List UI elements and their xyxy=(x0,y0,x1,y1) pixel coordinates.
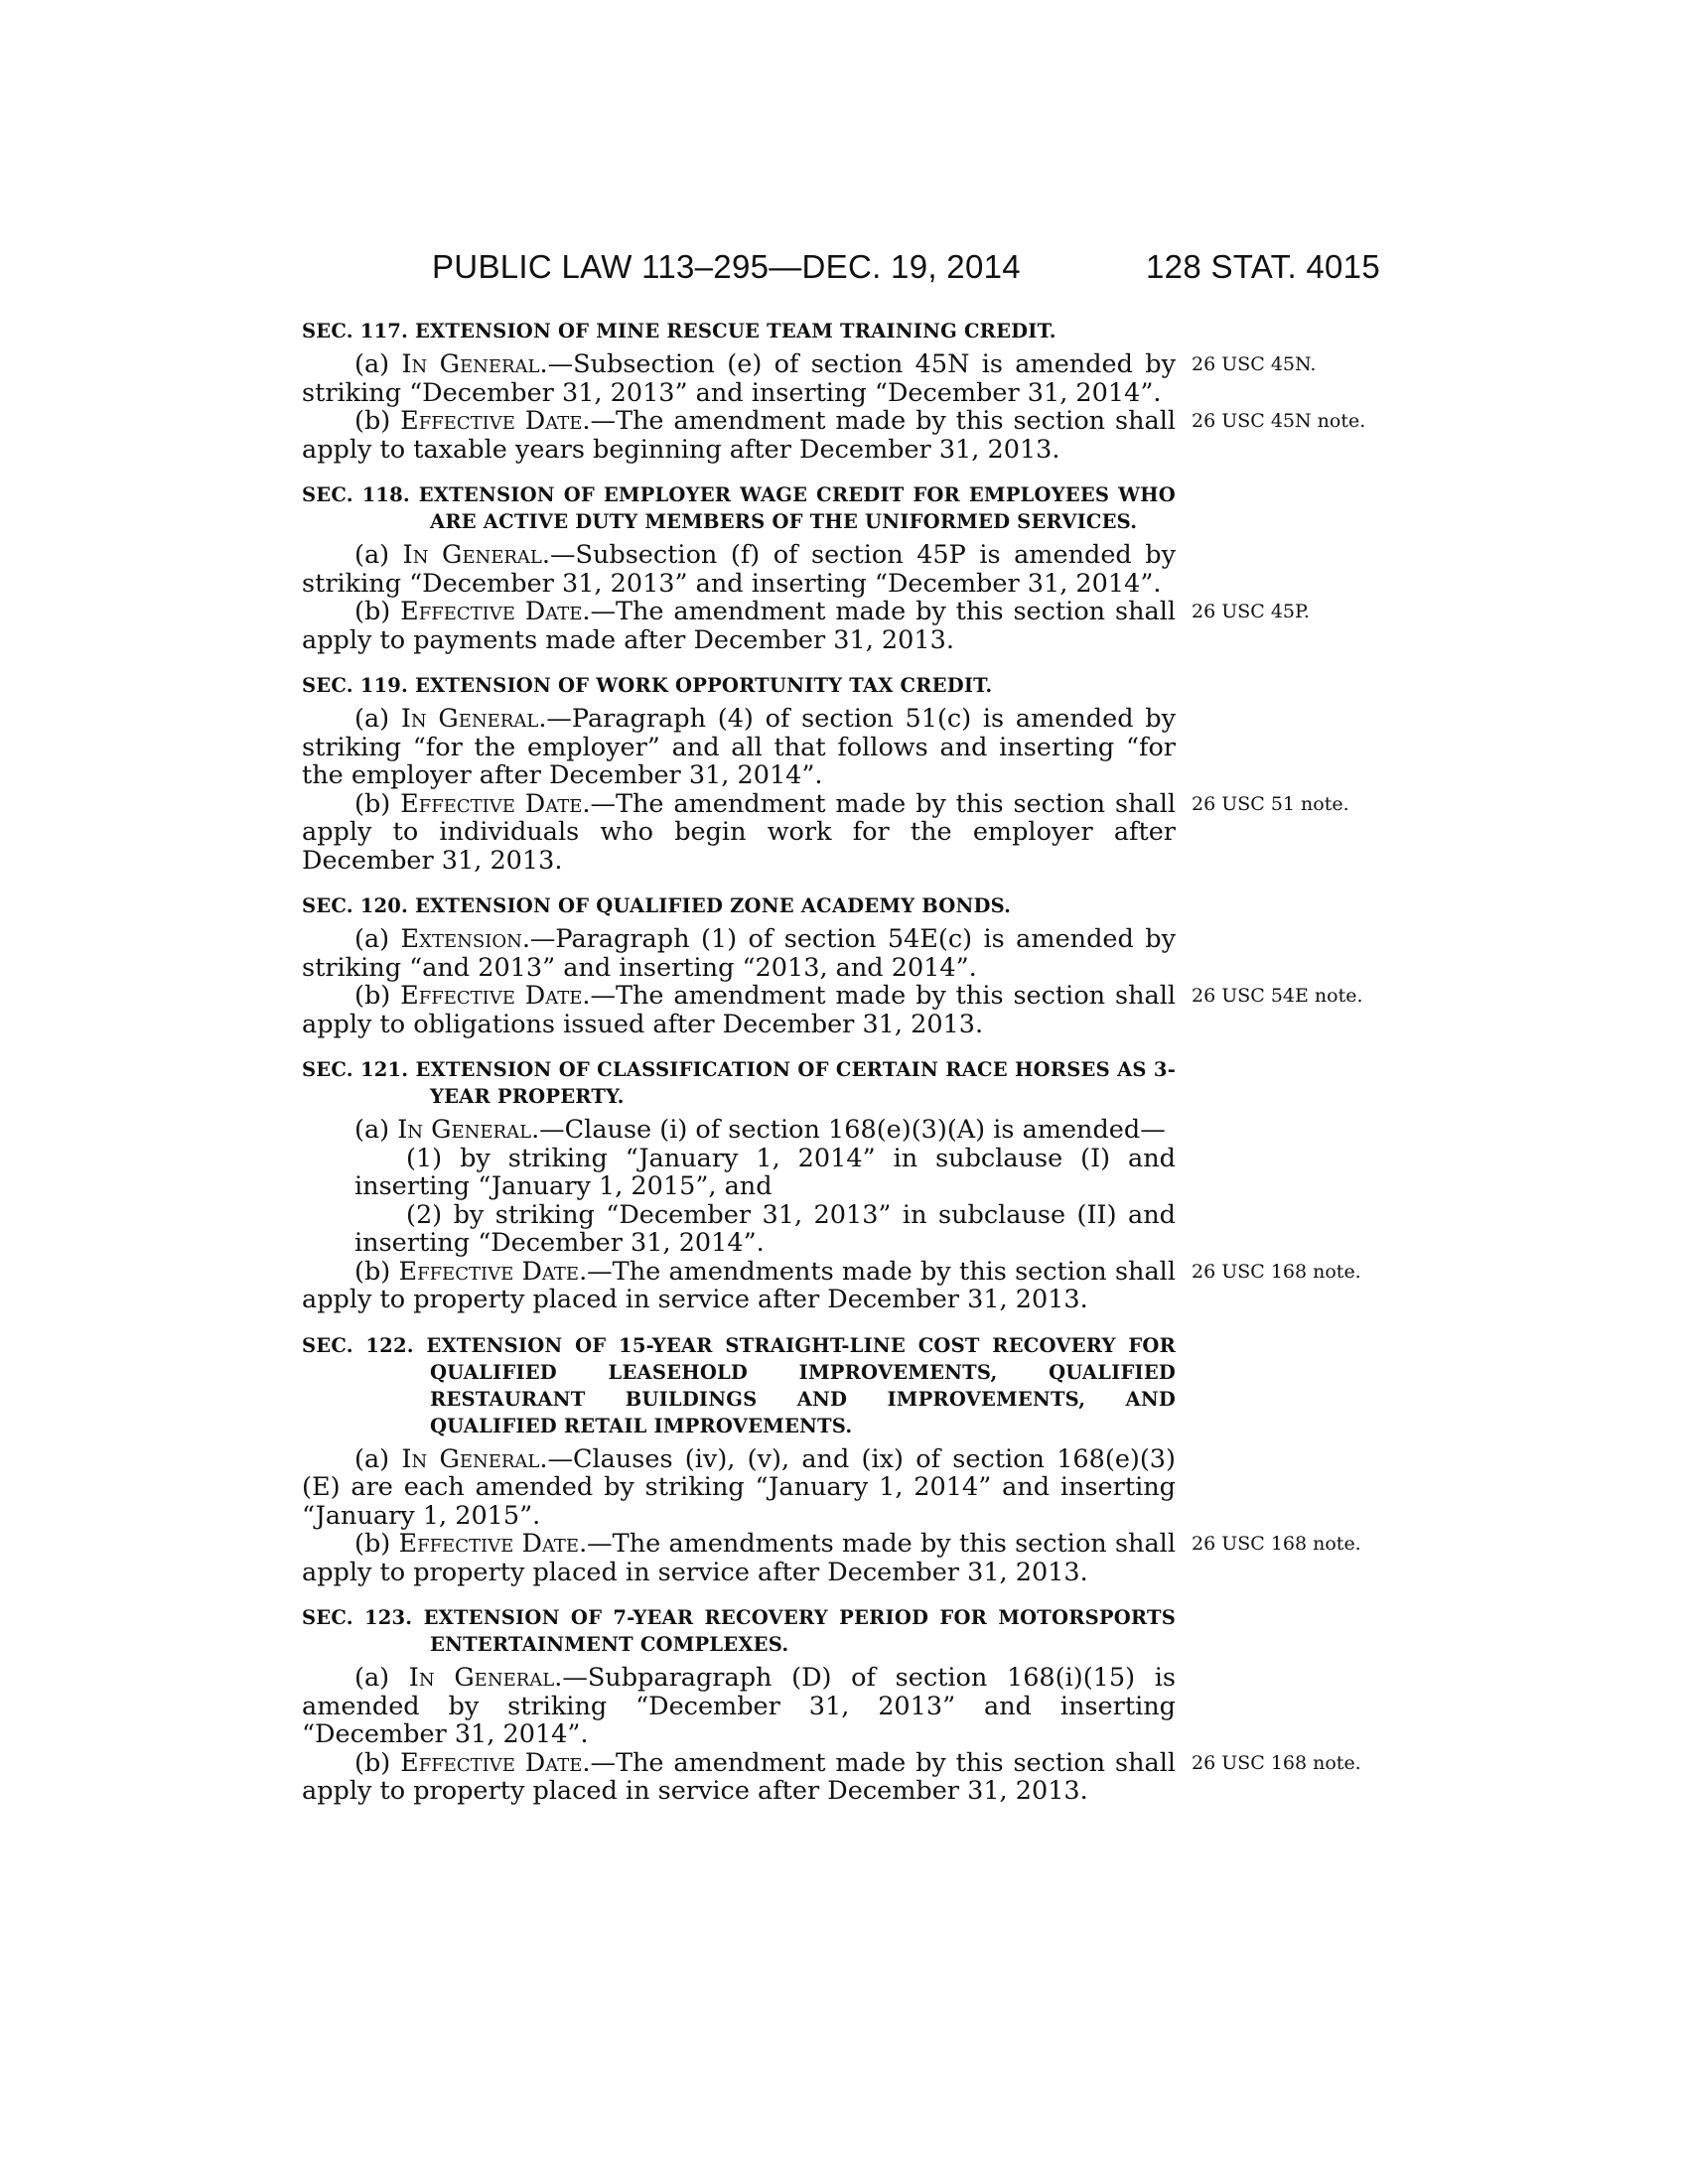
subsection-b: (b) Effective Date.—The amendment made by this section shall apply to property placed in service after December 31, 2013. 26 USC 168 note. xyxy=(302,1749,1176,1806)
subsection-b: (b) Effective Date.—The amendment made by this section shall apply to payments made after December 31, 2013. 26 USC 45P. xyxy=(302,598,1176,654)
section-heading: SEC. 119. EXTENSION OF WORK OPPORTUNITY TAX CREDIT. xyxy=(302,674,993,697)
document-body xyxy=(302,318,1366,1824)
subsection-a: (a) In General.—Paragraph (4) of section 51(c) is amended by striking “for the employer” and all that follows and inserting “for the employer after December 31, 2014”. xyxy=(302,704,1176,790)
section-122 xyxy=(302,1332,1361,1587)
subsection-a: (a) In General.—Clause (i) of section 168(e)(3)(A) is amended— xyxy=(354,1115,1166,1145)
subsection-b: (b) Effective Date.—The amendments made by this section shall apply to property placed in service after December 31, 2013. 26 USC 168 note. xyxy=(302,1258,1176,1314)
section-heading: SEC. 121. EXTENSION OF CLASSIFICATION OF CERTAIN RACE HORSES AS 3-YEAR PROPERTY. xyxy=(302,1058,1176,1108)
margin-note: 26 USC 168 note. xyxy=(1192,1260,1361,1283)
subsection-a: (a) In General.—Subsection (f) of section 45P is amended by striking “December 31, 2013” and inserting “December 31, 2014”. xyxy=(302,540,1176,599)
subsection-b: (b) Effective Date.—The amendment made by this section shall apply to individuals who begin work for the employer after December 31, 2013. 26 USC 51 note. xyxy=(302,790,1176,876)
subsection-a: (a) In General.—Subparagraph (D) of section 168(i)(15) is amended by striking “December 31, 2013” and inserting “December 31, 2014”. xyxy=(302,1663,1176,1749)
section-heading: SEC. 117. EXTENSION OF MINE RESCUE TEAM TRAINING CREDIT. xyxy=(302,320,1056,342)
section-heading: SEC. 118. EXTENSION OF EMPLOYER WAGE CREDIT FOR EMPLOYEES WHO ARE ACTIVE DUTY MEMBERS OF THE UNIFORMED SERVICES. xyxy=(302,483,1176,533)
paragraph-2: (2) by striking “December 31, 2013” in subclause (II) and inserting “December 31, 2014”. xyxy=(354,1199,1176,1258)
section-120 xyxy=(302,892,1363,1039)
statute-page-number: 128 STAT. 4015 xyxy=(1146,248,1380,285)
section-118 xyxy=(302,481,1310,655)
margin-note: 26 USC 54E note. xyxy=(1192,985,1363,1007)
margin-note: 26 USC 168 note. xyxy=(1192,1533,1361,1555)
margin-note: 26 USC 45N note. xyxy=(1192,410,1366,432)
subsection-b: (b) Effective Date.—The amendment made by this section shall apply to taxable years beginning after December 31, 2013. 26 USC 45N note. xyxy=(302,407,1176,464)
section-117 xyxy=(302,318,1366,465)
paragraph-1: (1) by striking “January 1, 2014” in subclause (I) and inserting “January 1, 2015”, and xyxy=(354,1143,1176,1201)
subsection-b: (b) Effective Date.—The amendment made by this section shall apply to obligations issued after December 31, 2013. 26 USC 54E note. xyxy=(302,982,1176,1038)
margin-note: 26 USC 51 note. xyxy=(1192,792,1349,815)
section-heading: SEC. 120. EXTENSION OF QUALIFIED ZONE ACADEMY BONDS. xyxy=(302,894,1012,917)
margin-note: 26 USC 45N. xyxy=(1192,353,1317,375)
section-heading: SEC. 122. EXTENSION OF 15-YEAR STRAIGHT-LINE COST RECOVERY FOR QUALIFIED LEASEHOLD IMPROVEMENTS, QUALIFIED RESTAURANT BUILDINGS AND IMPROVEMENTS, AND QUALIFIED RETAIL IMPROVEMENTS. xyxy=(302,1333,1176,1437)
page-header xyxy=(298,248,1380,292)
subsection-a: (a) In General.—Subsection (e) of section 45N is amended by striking “December 31, 2013” and inserting “December 31, 2014”. 26 USC 45N. xyxy=(302,350,1176,407)
margin-note: 26 USC 45P. xyxy=(1192,601,1310,622)
subsection-b: (b) Effective Date.—The amendments made by this section shall apply to property placed in service after December 31, 2013. 26 USC 168 note. xyxy=(302,1530,1176,1586)
section-121 xyxy=(302,1056,1361,1314)
subsection-a: (a) In General.—Clauses (iv), (v), and (ix) of section 168(e)(3)(E) are each amended by striking “January 1, 2014” and inserting “January 1, 2015”. xyxy=(302,1443,1176,1531)
section-123 xyxy=(302,1604,1361,1806)
subsection-a: (a) Extension.—Paragraph (1) of section 54E(c) is amended by striking “and 2013” and inserting “2013, and 2014”. xyxy=(302,924,1176,983)
section-heading: SEC. 123. EXTENSION OF 7-YEAR RECOVERY PERIOD FOR MOTORSPORTS ENTERTAINMENT COMPLEXES. xyxy=(302,1606,1176,1656)
margin-note: 26 USC 168 note. xyxy=(1192,1751,1361,1774)
running-head-title: PUBLIC LAW 113–295—DEC. 19, 2014 xyxy=(432,248,1021,285)
section-119 xyxy=(302,672,1349,876)
